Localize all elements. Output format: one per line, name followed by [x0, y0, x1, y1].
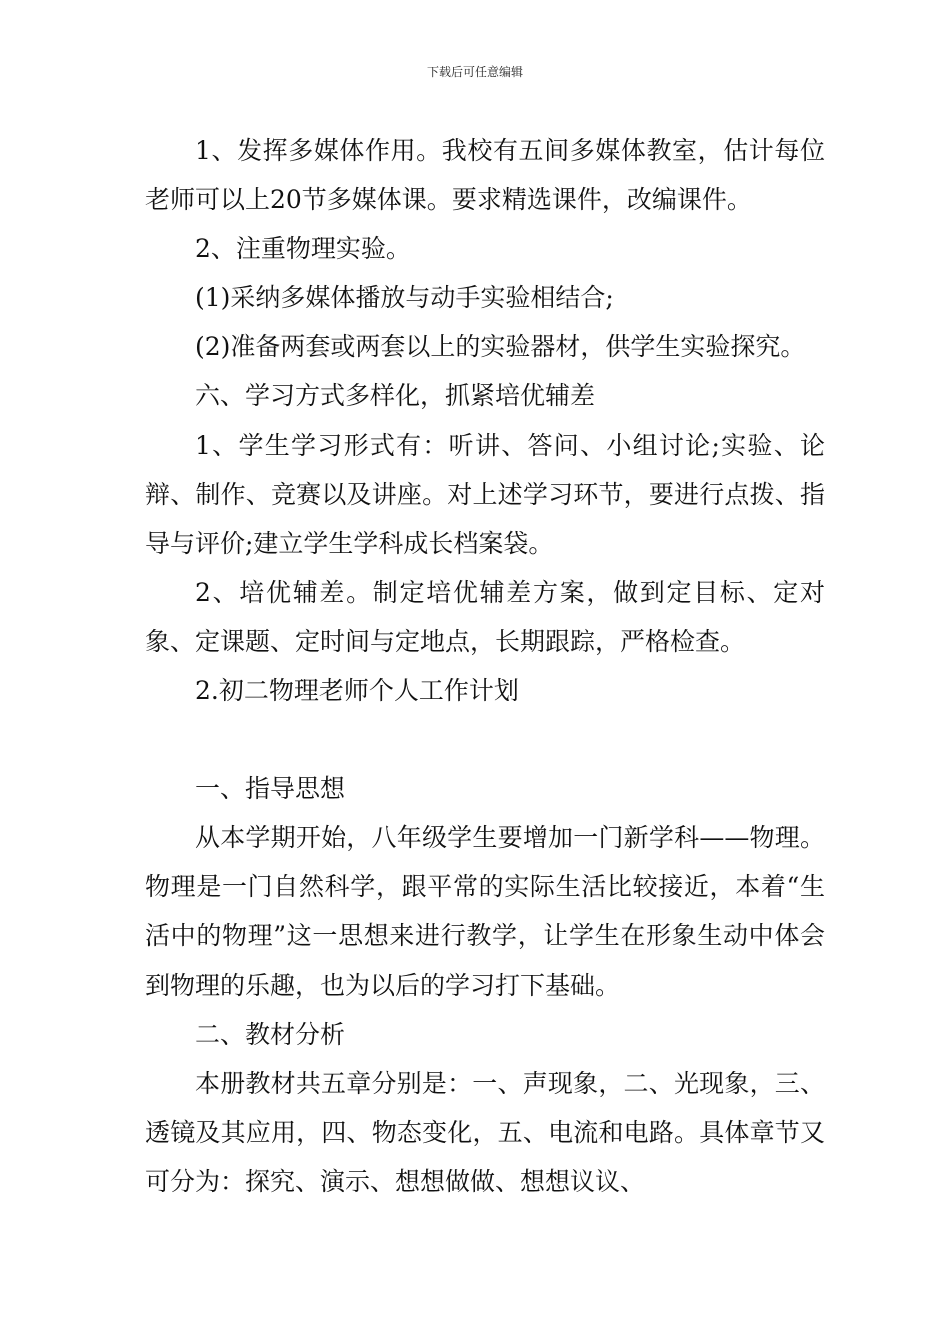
document-title-plan-2: 2.初二物理老师个人工作计划: [195, 676, 519, 706]
blank-line: [145, 715, 825, 764]
paragraph-tutoring: 2、培优辅差。制定培优辅差方案，做到定目标、定对象、定课题、定时间与定地点，长期跟踪，严格检查。: [145, 577, 825, 656]
paragraph-experiment: 2、注重物理实验。: [195, 234, 411, 264]
paragraph-learning-forms: 1、学生学习形式有：听讲、答问、小组讨论;实验、论辩、制作、竞赛以及讲座。对上述学习环节，要进行点拨、指导与评价;建立学生学科成长档案袋。: [145, 430, 825, 558]
paragraph-textbook-analysis: 本册教材共五章分别是：一、声现象，二、光现象，三、透镜及其应用，四、物态变化，五、电流和电路。具体章节又可分为：探究、演示、想想做做、想想议议、: [145, 1068, 825, 1196]
page-header: 下载后可任意编辑: [426, 65, 523, 79]
section-heading-learning-methods: 六、学习方式多样化，抓紧培优辅差: [195, 381, 596, 411]
paragraph-multimedia: 1、发挥多媒体作用。我校有五间多媒体教室，估计每位老师可以上20节多媒体课。要求精选课件，改编课件。: [145, 136, 825, 215]
paragraph-experiment-item-1: (1)采纳多媒体播放与动手实验相结合;: [195, 283, 614, 313]
paragraph-experiment-item-2: (2)准备两套或两套以上的实验器材，供学生实验探究。: [195, 332, 806, 362]
section-heading-guiding-ideology: 一、指导思想: [195, 774, 346, 804]
section-heading-textbook-analysis: 二、教材分析: [195, 1019, 346, 1049]
document-body: [145, 126, 825, 1206]
paragraph-guiding-ideology: 从本学期开始，八年级学生要增加一门新学科——物理。物理是一门自然科学，跟平常的实际生活比较接近，本着“生活中的物理”这一思想来进行教学，让学生在形象生动中体会到物理的乐趣，也为以后的学习打下基础。: [145, 823, 825, 1000]
